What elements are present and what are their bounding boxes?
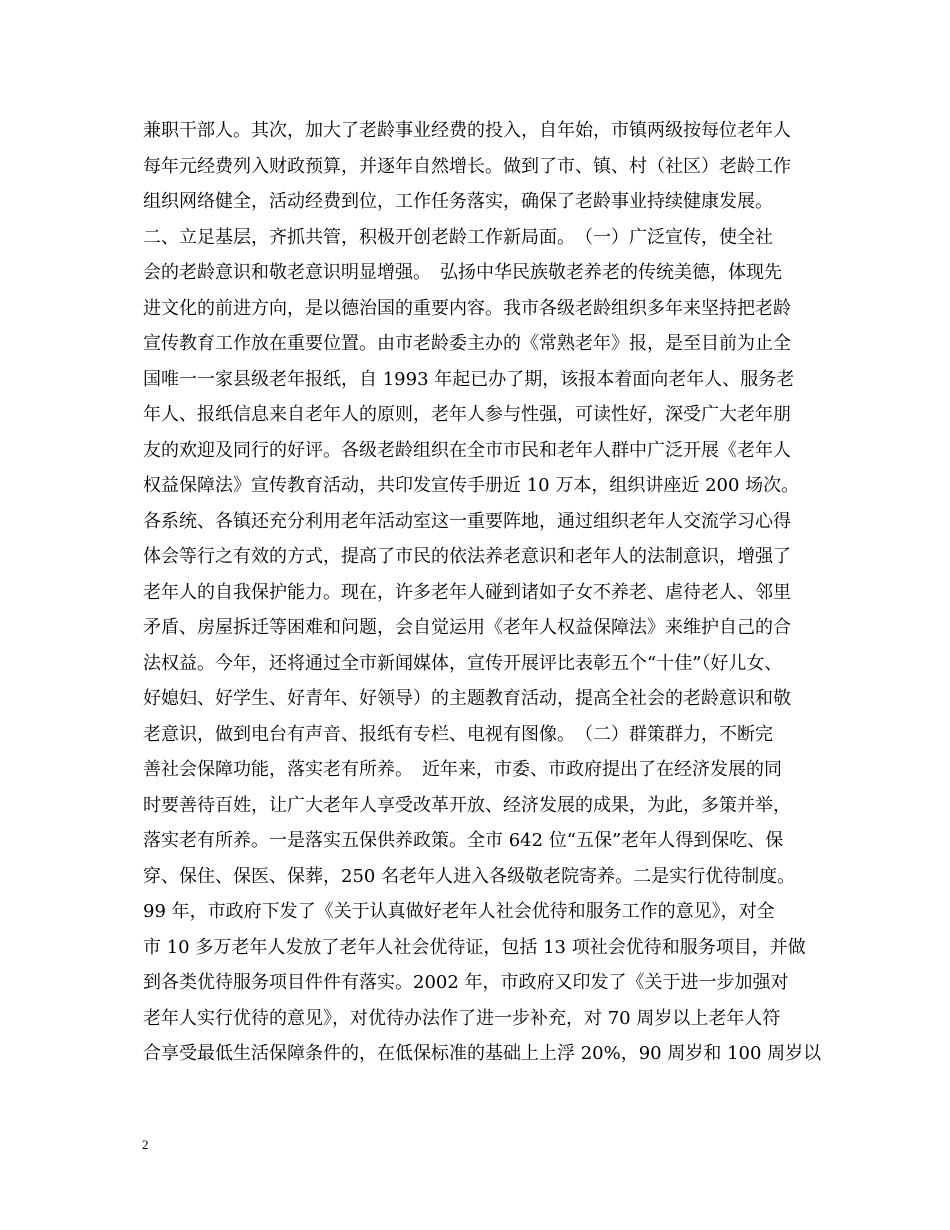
text-line: 进文化的前进方向，是以德治国的重要内容。我市各级老龄组织多年来坚持把老龄 (143, 297, 791, 319)
text-line: 国唯一一家县级老年报纸，自 1993 年起已办了期，该报本着面向老年人、服务老 (143, 368, 795, 390)
text-line: 到各类优待服务项目件件有落实。2002 年，市政府又印发了《关于进一步加强对 (143, 972, 789, 993)
text-line: 宣传教育工作放在重要位置。由市老龄委主办的《常熟老年》报，是至目前为止全 (143, 333, 791, 354)
text-line: 穿、保住、保医、保葬，250 名老年人进入各级敬老院寄养。二是实行优待制度。 (143, 865, 796, 887)
text-line: 善社会保障功能，落实老有所养。 近年来，市委、市政府提出了在经济发展的同 (143, 759, 782, 780)
body-text (143, 113, 833, 1072)
text-line: 市 10 多万老年人发放了老年人社会优待证，包括 13 项社会优待和服务项目，并做 (143, 936, 806, 958)
text-line: 老年人实行优待的意见》，对优待办法作了进一步补充，对 70 周岁以上老年人符 (143, 1007, 781, 1029)
text-line: 时要善待百姓，让广大老年人享受改革开放、经济发展的成果，为此，多策并举， (143, 794, 791, 816)
text-line: 老年人的自我保护能力。现在，许多老年人碰到诸如子女不养老、虐待老人、邻里 (143, 581, 791, 603)
text-line: 兼职干部人。其次，加大了老龄事业经费的投入，自年始，市镇两级按每位老年人 (143, 120, 791, 141)
text-line: 各系统、各镇还充分利用老年活动室这一重要阵地，通过组织老年人交流学习心得 (143, 510, 791, 532)
text-line: 老意识，做到电台有声音、报纸有专栏、电视有图像。 （二）群策群力，不断完 (143, 723, 773, 745)
text-line: 组织网络健全，活动经费到位，工作任务落实，确保了老龄事业持续健康发展。 (143, 191, 773, 212)
text-line: 权益保障法》宣传教育活动，共印发宣传手册近 10 万本，组织讲座近 200 场次。 (143, 475, 800, 496)
text-line: 体会等行之有效的方式，提高了市民的依法养老意识和老年人的法制意识，增强了 (143, 546, 791, 567)
text-line: 二、立足基层，齐抓共管，积极开创老龄工作新局面。 （一）广泛宣传，使全社 (143, 226, 773, 248)
text-line: 会的老龄意识和敬老意识明显增强。 弘扬中华民族敬老养老的传统美德，体现先 (143, 262, 782, 283)
text-line: 年人、报纸信息来自老年人的原则，老年人参与性强，可读性好，深受广大老年朋 (143, 404, 791, 425)
text-line: 好媳妇、好学生、好青年、好领导）的主题教育活动，提高全社会的老龄意识和敬 (143, 688, 791, 709)
text-line: 矛盾、房屋拆迁等困难和问题，会自觉运用《老年人权益保障法》来维护自己的合 (143, 617, 791, 638)
text-line: 每年元经费列入财政预算，并逐年自然增长。做到了市、镇、村（社区）老龄工作 (143, 155, 791, 177)
text-line: 法权益。今年，还将通过全市新闻媒体，宣传开展评比表彰五个“十佳”（好儿女、 (143, 652, 783, 674)
text-line: 友的欢迎及同行的好评。各级老龄组织在全市市民和老年人群中广泛开展《老年人 (143, 439, 791, 461)
text-line: 落实老有所养。一是落实五保供养政策。全市 642 位“五保”老年人得到保吃、保 (143, 830, 784, 851)
text-line: 99 年，市政府下发了《关于认真做好老年人社会优待和服务工作的意见》，对全 (143, 901, 775, 922)
text-line: 合享受最低生活保障条件的，在低保标准的基础上上浮 20%，90 周岁和 100 周岁以 (143, 1043, 822, 1064)
page-number: 2 (142, 1137, 149, 1152)
